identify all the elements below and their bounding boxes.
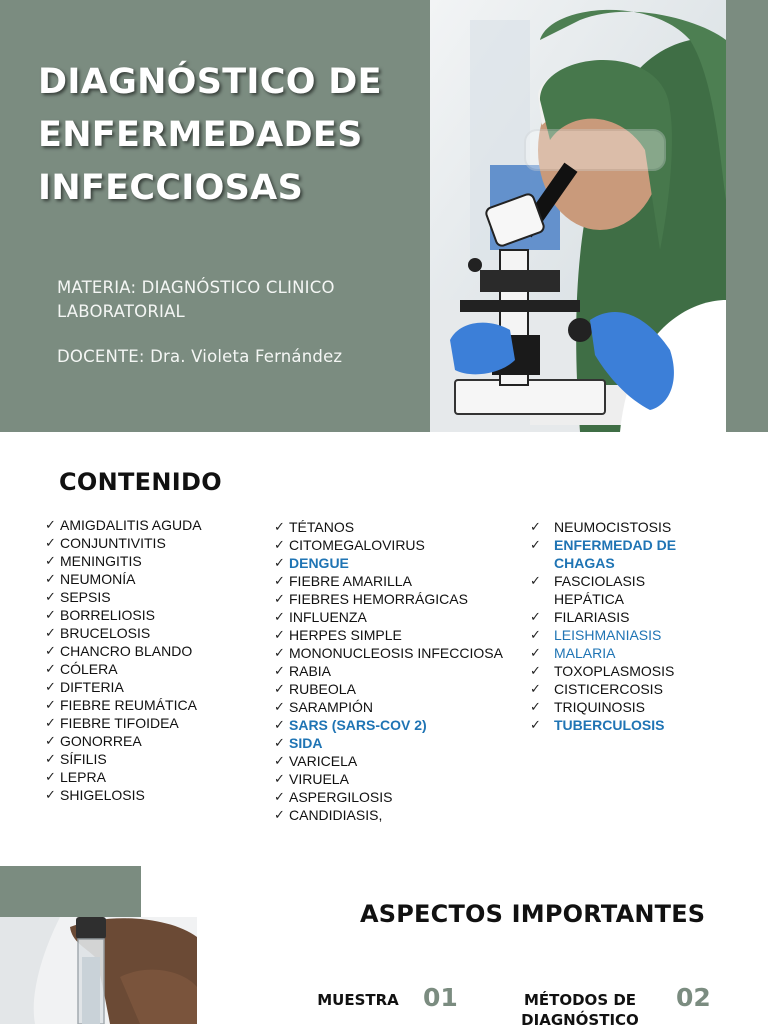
aspect-label-sample: MUESTRA xyxy=(317,991,399,1009)
check-icon: ✓ xyxy=(45,571,56,586)
list-item: ✓ MENINGITIS xyxy=(45,553,142,569)
check-icon: ✓ xyxy=(45,607,56,622)
check-icon: ✓ xyxy=(45,661,56,676)
check-icon: ✓ xyxy=(274,609,285,624)
list-item: ✓ BRUCELOSIS xyxy=(45,625,151,641)
list-item-highlighted: ✓ SIDA xyxy=(274,735,323,751)
aspect-label-diagnostic-methods: MÉTODOS DE DIAGNÓSTICO xyxy=(521,991,639,1029)
list-item: ✓ VARICELA xyxy=(274,753,358,769)
list-item: ✓ TOXOPLASMOSIS xyxy=(530,663,675,679)
check-icon: ✓ xyxy=(274,627,285,642)
list-item: ✓ GONORREA xyxy=(45,733,142,749)
list-item: ✓ SEPSIS xyxy=(45,589,111,605)
check-icon: ✓ xyxy=(45,733,56,748)
list-item: ✓ RUBEOLA xyxy=(274,681,356,697)
lab-scientist-photo xyxy=(430,0,726,432)
list-item: ✓ RABIA xyxy=(274,663,332,679)
list-item: ✓ ASPERGILOSIS xyxy=(274,789,393,805)
check-icon: ✓ xyxy=(530,645,541,660)
list-item: ✓ VIRUELA xyxy=(274,771,349,787)
check-icon: ✓ xyxy=(45,553,56,568)
check-icon: ✓ xyxy=(530,537,541,552)
list-item: ✓ FIEBRE TIFOIDEA xyxy=(45,715,179,731)
check-icon: ✓ xyxy=(274,735,285,750)
check-icon: ✓ xyxy=(274,717,285,732)
check-icon: ✓ xyxy=(45,751,56,766)
check-icon: ✓ xyxy=(45,625,56,640)
list-item: ✓ LEPRA xyxy=(45,769,106,785)
aspect-number-1: 01 xyxy=(423,983,458,1012)
list-item: ✓ SÍFILIS xyxy=(45,751,107,767)
check-icon: ✓ xyxy=(274,645,285,660)
check-icon: ✓ xyxy=(274,573,285,588)
check-icon: ✓ xyxy=(274,807,285,822)
subject-text: MATERIA: DIAGNÓSTICO CLINICO LABORATORIAL xyxy=(57,278,335,321)
list-item: ✓ FIEBRE AMARILLA xyxy=(274,573,412,589)
check-icon: ✓ xyxy=(530,717,541,732)
list-item: ✓ HERPES SIMPLE xyxy=(274,627,402,643)
list-item: ✓ FIEBRE REUMÁTICA xyxy=(45,697,197,713)
list-item: ✓ TRIQUINOSIS xyxy=(530,699,646,715)
aspects-heading: ASPECTOS IMPORTANTES xyxy=(360,900,706,928)
check-icon: ✓ xyxy=(45,517,56,532)
list-item: ✓ CITOMEGALOVIRUS xyxy=(274,537,425,553)
list-item: ✓ FILARIASIS xyxy=(530,609,630,625)
check-icon: ✓ xyxy=(530,681,541,696)
check-icon: ✓ xyxy=(530,627,541,642)
document-title xyxy=(38,56,418,215)
list-item: ✓ DIFTERIA xyxy=(45,679,124,695)
teacher-text: DOCENTE: Dra. Violeta Fernández xyxy=(57,347,343,366)
contents-column-1 xyxy=(45,516,270,804)
list-item: ✓ INFLUENZA xyxy=(274,609,367,625)
check-icon: ✓ xyxy=(274,771,285,786)
check-icon: ✓ xyxy=(274,699,285,714)
title-line: ENFERMEDADES xyxy=(38,115,363,155)
contents-heading: CONTENIDO xyxy=(59,468,222,496)
check-icon: ✓ xyxy=(274,753,285,768)
check-icon: ✓ xyxy=(274,591,285,606)
check-icon: ✓ xyxy=(274,663,285,678)
list-item-highlighted: ✓ LEISHMANIASIS xyxy=(530,627,662,643)
list-item: ✓ CHANCRO BLANDO xyxy=(45,643,193,659)
contents-column-2 xyxy=(274,518,524,824)
test-tube-photo xyxy=(0,917,197,1024)
list-item: ✓ NEUMOCISTOSIS xyxy=(530,519,672,535)
title-line: DIAGNÓSTICO DE xyxy=(38,62,382,102)
list-item: ✓ SHIGELOSIS xyxy=(45,787,145,803)
list-item: ✓ MONONUCLEOSIS INFECCIOSA xyxy=(274,645,503,661)
list-item-highlighted: ✓ MALARIA xyxy=(530,645,616,661)
list-item-highlighted: ✓ TUBERCULOSIS xyxy=(530,717,665,733)
contents-column-3 xyxy=(530,518,730,734)
check-icon: ✓ xyxy=(530,573,541,588)
check-icon: ✓ xyxy=(45,787,56,802)
check-icon: ✓ xyxy=(45,535,56,550)
list-item: ✓ BORRELIOSIS xyxy=(45,607,155,623)
check-icon: ✓ xyxy=(45,715,56,730)
list-item-highlighted: ✓ DENGUE xyxy=(274,555,349,571)
list-item-highlighted: ✓ ENFERMEDAD DE CHAGAS xyxy=(530,537,677,571)
list-item-highlighted: ✓ SARS (SARS-COV 2) xyxy=(274,717,427,733)
check-icon: ✓ xyxy=(530,663,541,678)
list-item: ✓ AMIGDALITIS AGUDA xyxy=(45,517,202,533)
title-line: INFECCIOSAS xyxy=(38,168,304,208)
check-icon: ✓ xyxy=(45,589,56,604)
check-icon: ✓ xyxy=(530,699,541,714)
check-icon: ✓ xyxy=(274,789,285,804)
list-item: ✓ CISTICERCOSIS xyxy=(530,681,663,697)
check-icon: ✓ xyxy=(274,537,285,552)
check-icon: ✓ xyxy=(530,519,541,534)
check-icon: ✓ xyxy=(45,679,56,694)
list-item: ✓ TÉTANOS xyxy=(274,519,355,535)
check-icon: ✓ xyxy=(530,609,541,624)
aspect-number-2: 02 xyxy=(676,983,711,1012)
list-item: ✓ FASCIOLASIS HEPÁTICA xyxy=(530,573,646,607)
list-item: ✓ NEUMONÍA xyxy=(45,571,136,587)
check-icon: ✓ xyxy=(45,643,56,658)
check-icon: ✓ xyxy=(274,519,285,534)
check-icon: ✓ xyxy=(274,681,285,696)
list-item: ✓ CANDIDIASIS, xyxy=(274,807,383,823)
list-item: ✓ FIEBRES HEMORRÁGICAS xyxy=(274,591,468,607)
list-item: ✓ CÓLERA xyxy=(45,661,118,677)
check-icon: ✓ xyxy=(45,697,56,712)
check-icon: ✓ xyxy=(274,555,285,570)
accent-bar xyxy=(0,866,141,918)
check-icon: ✓ xyxy=(45,769,56,784)
list-item: ✓ SARAMPIÓN xyxy=(274,699,374,715)
list-item: ✓ CONJUNTIVITIS xyxy=(45,535,166,551)
